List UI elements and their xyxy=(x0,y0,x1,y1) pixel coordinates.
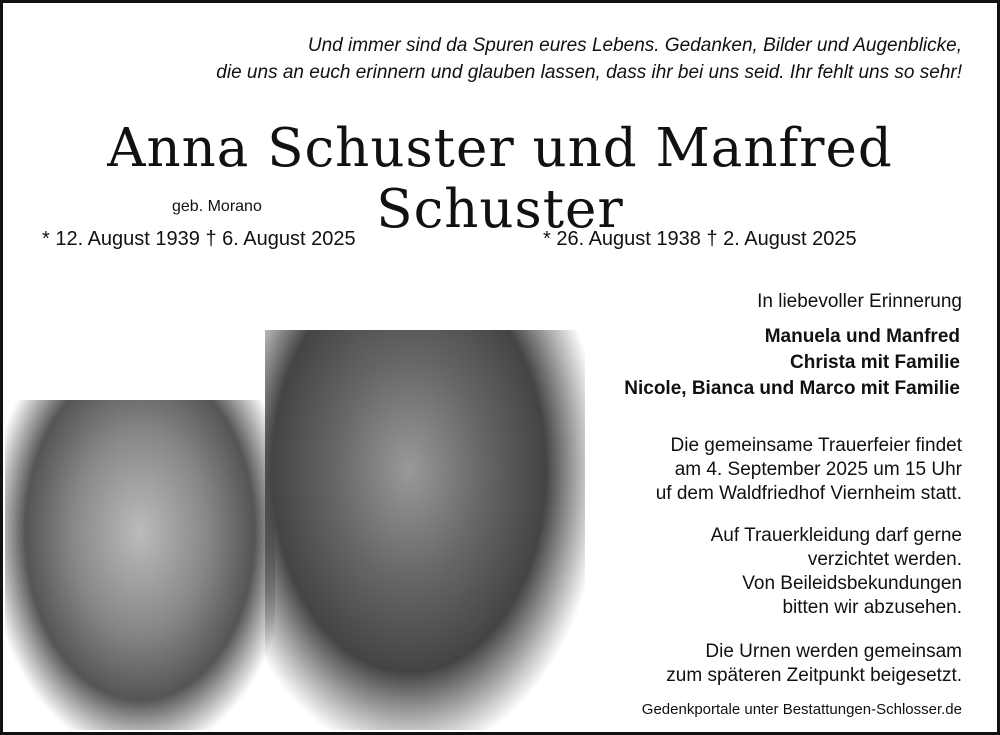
mourner: Nicole, Bianca und Marco mit Familie xyxy=(624,378,960,399)
note-line: verzichtet werden. xyxy=(807,549,962,570)
maiden-name: geb. Morano xyxy=(172,198,262,215)
note-line: bitten wir abzusehen. xyxy=(782,597,962,618)
deceased-names: Anna Schuster und Manfred Schuster xyxy=(107,118,893,240)
notes xyxy=(711,524,962,620)
urn-line: Die Urnen werden gemeinsam xyxy=(705,641,962,662)
mourner: Christa mit Familie xyxy=(790,352,960,373)
mourner: Manuela und Manfred xyxy=(764,326,960,347)
person1-dates: * 12. August 1939 † 6. August 2025 xyxy=(42,228,356,250)
urn-info xyxy=(666,640,962,688)
footer-link[interactable]: Gedenkportale unter Bestattungen-Schlosser.de xyxy=(641,701,962,718)
mourners xyxy=(624,324,960,402)
photo-manfred xyxy=(265,330,585,730)
service-line: am 4. September 2025 um 15 Uhr xyxy=(674,459,962,480)
service-line: uf dem Waldfriedhof Viernheim statt. xyxy=(655,483,962,504)
person2-dates: * 26. August 1938 † 2. August 2025 xyxy=(543,228,857,250)
quote xyxy=(216,32,962,86)
note-line: Auf Trauerkleidung darf gerne xyxy=(710,525,962,546)
photo-anna xyxy=(5,400,275,730)
service-line: Die gemeinsame Trauerfeier findet xyxy=(670,435,962,456)
quote-line: Und immer sind da Spuren eures Lebens. Gedanken, Bilder und Augenblicke, xyxy=(307,35,962,56)
quote-line: die uns an euch erinnern und glauben lassen, dass ihr bei uns seid. Ihr fehlt uns so sehr! xyxy=(216,62,962,83)
memory-line: In liebevoller Erinnerung xyxy=(757,291,962,312)
note-line: Von Beileidsbekundungen xyxy=(742,573,962,594)
service-info xyxy=(656,434,962,506)
urn-line: zum späteren Zeitpunkt beigesetzt. xyxy=(666,665,962,686)
